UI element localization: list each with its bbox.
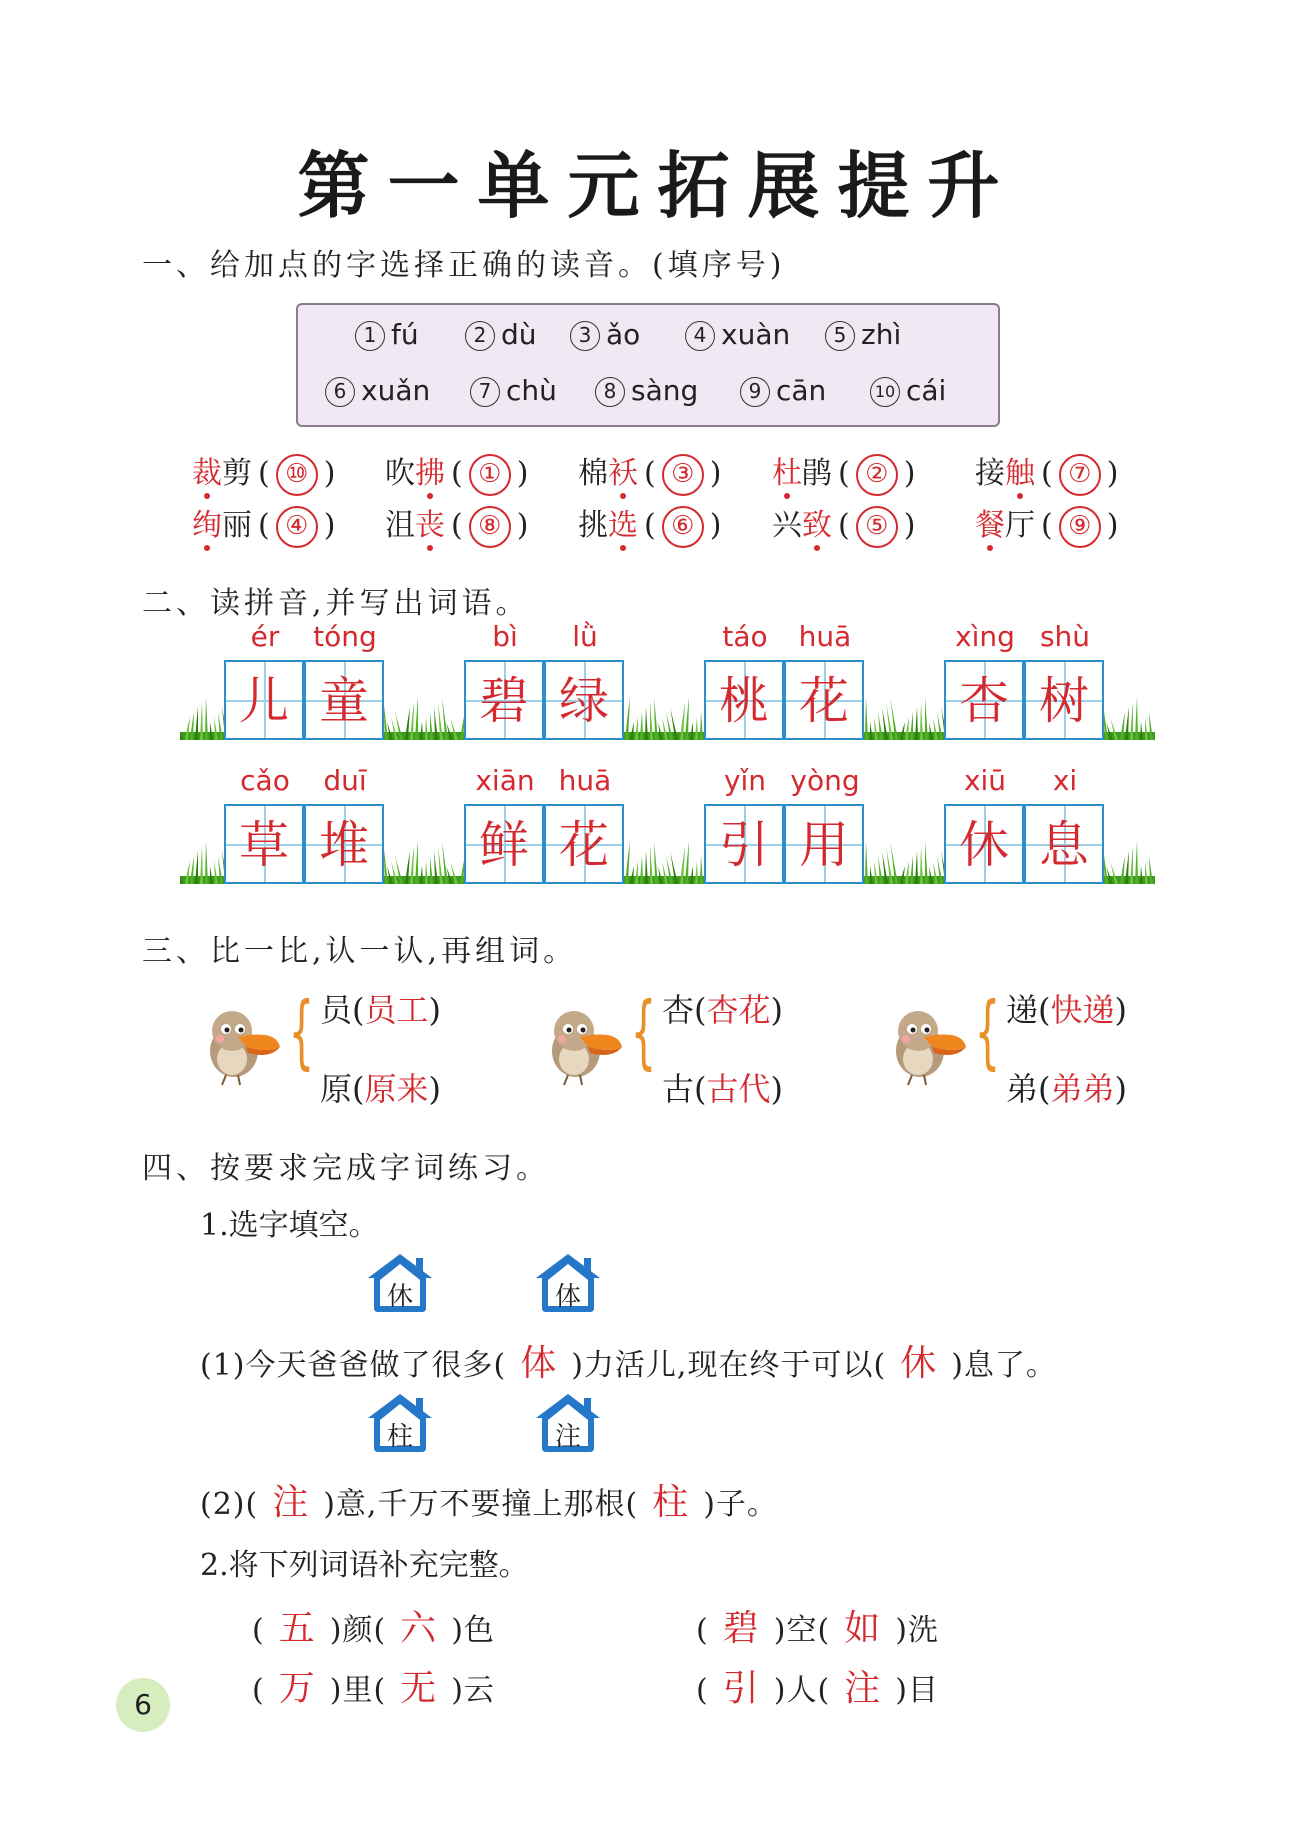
pinyin-option-text: zhì [861, 318, 902, 351]
open-paren: ( [838, 508, 850, 543]
pinyin-option-number: 1 [355, 321, 385, 351]
reading-item [192, 448, 341, 496]
compare-answer: 弟弟 [1050, 1070, 1115, 1108]
pinyin-option [465, 318, 537, 351]
section-1-heading: 一、给加点的字选择正确的读音。(填序号) [142, 248, 786, 283]
close-paren: ) [895, 1673, 908, 1708]
compare-char: 递 [1006, 991, 1039, 1029]
pinyin-syllable: cǎo [240, 764, 290, 797]
compare-char: 原 [320, 1070, 353, 1108]
idiom [252, 1600, 495, 1651]
page-number: 6 [116, 1678, 170, 1732]
sentence-2-answer-1: 注 [272, 1482, 310, 1523]
tianzige-cell: 桃 [704, 660, 784, 740]
sentence-2-part-3: )子。 [703, 1487, 778, 1522]
open-paren: ( [817, 1613, 831, 1648]
open-paren: ( [352, 1070, 365, 1108]
word-char: 厅 [1005, 508, 1035, 543]
open-paren: ( [252, 1613, 265, 1648]
reading-item [578, 448, 727, 496]
open-paren: ( [838, 456, 850, 491]
pinyin-syllable: táo [722, 620, 768, 653]
word-char: 剪 [222, 456, 252, 491]
tianzige-cell: 休 [944, 804, 1024, 884]
sentence-2 [200, 1474, 778, 1525]
idiom [696, 1660, 939, 1711]
compare-row [1006, 985, 1127, 1031]
close-paren: ) [709, 456, 722, 491]
brace-icon: { [630, 985, 657, 1078]
dotted-char: 杜 [772, 456, 802, 491]
subtask-1-label: 1.选字填空。 [200, 1208, 379, 1243]
idiom [696, 1600, 939, 1651]
pinyin-syllable: ér [250, 620, 280, 653]
answer-number: ⑦ [1059, 454, 1101, 496]
sentence-1-part-1: (1)今天爸爸做了很多( [200, 1348, 507, 1383]
pinyin-option [325, 374, 430, 407]
dotted-char: 选 [608, 508, 638, 543]
pinyin-option [470, 374, 557, 407]
reading-item [772, 500, 921, 548]
close-paren: ) [1114, 991, 1127, 1029]
pinyin-syllable: bì [492, 620, 518, 653]
pinyin-syllable: xiān [475, 764, 535, 797]
pinyin-option [740, 374, 826, 407]
page-title: 第一单元拓展提升 [297, 143, 1018, 228]
pinyin-option [685, 318, 790, 351]
pinyin-option-number: 6 [325, 377, 355, 407]
idiom-char: 颜 [342, 1613, 374, 1648]
tianzige-cell: 草 [224, 804, 304, 884]
pinyin-option-text: dù [501, 318, 537, 351]
pinyin-syllable: shù [1039, 620, 1091, 653]
tianzige-cell: 引 [704, 804, 784, 884]
pinyin-option-number: 3 [570, 321, 600, 351]
idiom-char: 里 [342, 1673, 374, 1708]
pinyin-syllable: xiū [963, 764, 1007, 797]
compare-answer: 员工 [364, 991, 429, 1029]
pinyin-option-number: 7 [470, 377, 500, 407]
open-paren: ( [1038, 1070, 1051, 1108]
answer-number: ⑩ [276, 454, 318, 496]
pinyin-syllable: tóng [313, 620, 377, 653]
tianzige-cell: 童 [304, 660, 384, 740]
answer-number: ⑥ [662, 506, 704, 548]
compare-row [662, 985, 783, 1031]
idiom-answer: 五 [278, 1608, 316, 1649]
answer-number: ⑧ [469, 506, 511, 548]
compare-row [1006, 1064, 1127, 1110]
open-paren: ( [694, 1070, 707, 1108]
dotted-char: 丧 [415, 508, 445, 543]
tianzige-cell: 花 [544, 804, 624, 884]
open-paren: ( [451, 456, 463, 491]
answer-number: ④ [276, 506, 318, 548]
sentence-1-part-2: )力活儿,现在终于可以( [571, 1348, 887, 1383]
close-paren: ) [1106, 456, 1119, 491]
section-2-heading: 二、读拼音,并写出词语。 [142, 586, 530, 621]
open-paren: ( [373, 1613, 387, 1648]
close-paren: ) [428, 991, 441, 1029]
answer-number: ⑨ [1059, 506, 1101, 548]
pinyin-syllable: xi [1052, 764, 1078, 797]
sentence-2-part-1: (2)( [200, 1487, 259, 1522]
sentence-1-part-3: )息了。 [951, 1348, 1057, 1383]
pinyin-option-number: 10 [870, 377, 900, 407]
bird-icon [198, 1003, 284, 1089]
pinyin-option [595, 374, 698, 407]
idiom-char: 空 [786, 1613, 818, 1648]
tianzige-cell: 儿 [224, 660, 304, 740]
pinyin-option-number: 5 [825, 321, 855, 351]
close-paren: ) [1106, 508, 1119, 543]
pinyin-option-number: 4 [685, 321, 715, 351]
idiom-char: 人 [786, 1673, 818, 1708]
close-paren: ) [1114, 1070, 1127, 1108]
close-paren: ) [903, 508, 916, 543]
compare-row [320, 1064, 441, 1110]
open-paren: ( [696, 1613, 709, 1648]
answer-number: ① [469, 454, 511, 496]
word-char: 接 [975, 456, 1005, 491]
compare-row [662, 1064, 783, 1110]
idiom-answer: 万 [278, 1668, 316, 1709]
close-paren: ) [903, 456, 916, 491]
word-char: 丽 [222, 508, 252, 543]
idiom [252, 1660, 495, 1711]
close-paren: ) [773, 1673, 787, 1708]
idiom-answer: 引 [722, 1668, 760, 1709]
reading-item [578, 500, 727, 548]
dotted-char: 绚 [192, 508, 222, 543]
dotted-char: 袄 [608, 456, 638, 491]
open-paren: ( [258, 456, 270, 491]
sentence-2-part-2: )意,千万不要撞上那根( [323, 1487, 639, 1522]
dotted-char: 拂 [415, 456, 445, 491]
house-char: 柱 [386, 1422, 413, 1452]
brace-icon: { [974, 985, 1001, 1078]
house-char: 休 [386, 1282, 413, 1312]
compare-answer: 原来 [364, 1070, 429, 1108]
pinyin-option [870, 374, 946, 407]
pinyin-option-number: 8 [595, 377, 625, 407]
pinyin-syllable: huā [798, 620, 852, 653]
pinyin-option-text: cān [776, 374, 827, 407]
idiom-char: 洗 [907, 1613, 939, 1648]
answer-number: ② [856, 454, 898, 496]
close-paren: ) [516, 456, 529, 491]
section-3-heading: 三、比一比,认一认,再组词。 [142, 934, 578, 969]
close-paren: ) [516, 508, 529, 543]
pinyin-option-number: 9 [740, 377, 770, 407]
tianzige-cell: 花 [784, 660, 864, 740]
idiom-answer: 如 [844, 1608, 882, 1649]
close-paren: ) [329, 1673, 343, 1708]
pinyin-option [825, 318, 901, 351]
pinyin-option-text: cái [906, 374, 947, 407]
open-paren: ( [258, 508, 270, 543]
open-paren: ( [644, 456, 656, 491]
close-paren: ) [451, 1673, 464, 1708]
pinyin-option-text: xuàn [721, 318, 791, 351]
word-char: 吹 [385, 456, 415, 491]
dotted-char: 餐 [975, 508, 1005, 543]
idiom-char: 云 [463, 1673, 495, 1708]
section-4-heading: 四、按要求完成字词练习。 [142, 1151, 550, 1186]
compare-answer: 快递 [1050, 991, 1115, 1029]
tianzige-cell: 绿 [544, 660, 624, 740]
pinyin-option-text: xuǎn [361, 374, 431, 407]
sentence-2-answer-2: 柱 [652, 1482, 690, 1523]
close-paren: ) [773, 1613, 787, 1648]
open-paren: ( [451, 508, 463, 543]
close-paren: ) [709, 508, 722, 543]
close-paren: ) [770, 1070, 783, 1108]
reading-item [385, 448, 534, 496]
close-paren: ) [895, 1613, 908, 1648]
open-paren: ( [1041, 508, 1053, 543]
house-char: 体 [554, 1282, 581, 1312]
compare-row [320, 985, 441, 1031]
idiom-char: 目 [907, 1673, 939, 1708]
answer-number: ③ [662, 454, 704, 496]
open-paren: ( [1041, 456, 1053, 491]
close-paren: ) [428, 1070, 441, 1108]
idiom-answer: 注 [844, 1668, 882, 1709]
bird-icon [884, 1003, 970, 1089]
dotted-char: 裁 [192, 456, 222, 491]
pinyin-option-text: chù [506, 374, 557, 407]
reading-item [192, 500, 341, 548]
tianzige-cell: 用 [784, 804, 864, 884]
open-paren: ( [644, 508, 656, 543]
tianzige-cell: 息 [1024, 804, 1104, 884]
open-paren: ( [694, 991, 707, 1029]
word-char: 沮 [385, 508, 415, 543]
word-char: 挑 [578, 508, 608, 543]
tianzige-cell: 杏 [944, 660, 1024, 740]
close-paren: ) [770, 991, 783, 1029]
sentence-1-answer-1: 体 [520, 1343, 558, 1384]
pinyin-option-text: ǎo [606, 318, 641, 351]
pinyin-option-text: sàng [631, 374, 699, 407]
idiom-answer: 碧 [722, 1608, 760, 1649]
tianzige-cell: 碧 [464, 660, 544, 740]
idiom-char: 色 [463, 1613, 495, 1648]
pinyin-option-number: 2 [465, 321, 495, 351]
tianzige-cell: 堆 [304, 804, 384, 884]
open-paren: ( [1038, 991, 1051, 1029]
pinyin-syllable: duī [323, 764, 367, 797]
word-char: 鹃 [802, 456, 832, 491]
answer-number: ⑤ [856, 506, 898, 548]
word-char: 棉 [578, 456, 608, 491]
pinyin-syllable: huā [558, 764, 612, 797]
word-char: 兴 [772, 508, 802, 543]
subtask-2-label: 2.将下列词语补充完整。 [200, 1548, 529, 1583]
compare-char: 员 [320, 991, 353, 1029]
compare-answer: 古代 [706, 1070, 771, 1108]
open-paren: ( [817, 1673, 831, 1708]
bird-icon [540, 1003, 626, 1089]
close-paren: ) [451, 1613, 464, 1648]
open-paren: ( [252, 1673, 265, 1708]
open-paren: ( [352, 991, 365, 1029]
idiom-answer: 六 [400, 1608, 438, 1649]
pinyin-syllable: yǐn [723, 764, 767, 797]
compare-answer: 杏花 [706, 991, 771, 1029]
compare-char: 古 [662, 1070, 695, 1108]
dotted-char: 致 [802, 508, 832, 543]
pinyin-option-text: fú [391, 318, 419, 351]
brace-icon: { [288, 985, 315, 1078]
close-paren: ) [323, 456, 336, 491]
compare-char: 杏 [662, 991, 695, 1029]
tianzige-cell: 树 [1024, 660, 1104, 740]
house-char: 注 [554, 1422, 581, 1452]
pinyin-option [355, 318, 419, 351]
close-paren: ) [323, 508, 336, 543]
reading-item [385, 500, 534, 548]
pinyin-option [570, 318, 640, 351]
open-paren: ( [696, 1673, 709, 1708]
pinyin-syllable: yòng [790, 764, 860, 797]
reading-item [772, 448, 921, 496]
pinyin-syllable: lǜ [572, 620, 598, 653]
tianzige-cell: 鲜 [464, 804, 544, 884]
sentence-1-answer-2: 休 [900, 1343, 938, 1384]
pinyin-syllable: xìng [955, 620, 1015, 653]
sentence-1 [200, 1335, 1057, 1386]
close-paren: ) [329, 1613, 343, 1648]
compare-char: 弟 [1006, 1070, 1039, 1108]
dotted-char: 触 [1005, 456, 1035, 491]
reading-item [975, 500, 1124, 548]
open-paren: ( [373, 1673, 387, 1708]
idiom-answer: 无 [400, 1668, 438, 1709]
reading-item [975, 448, 1124, 496]
